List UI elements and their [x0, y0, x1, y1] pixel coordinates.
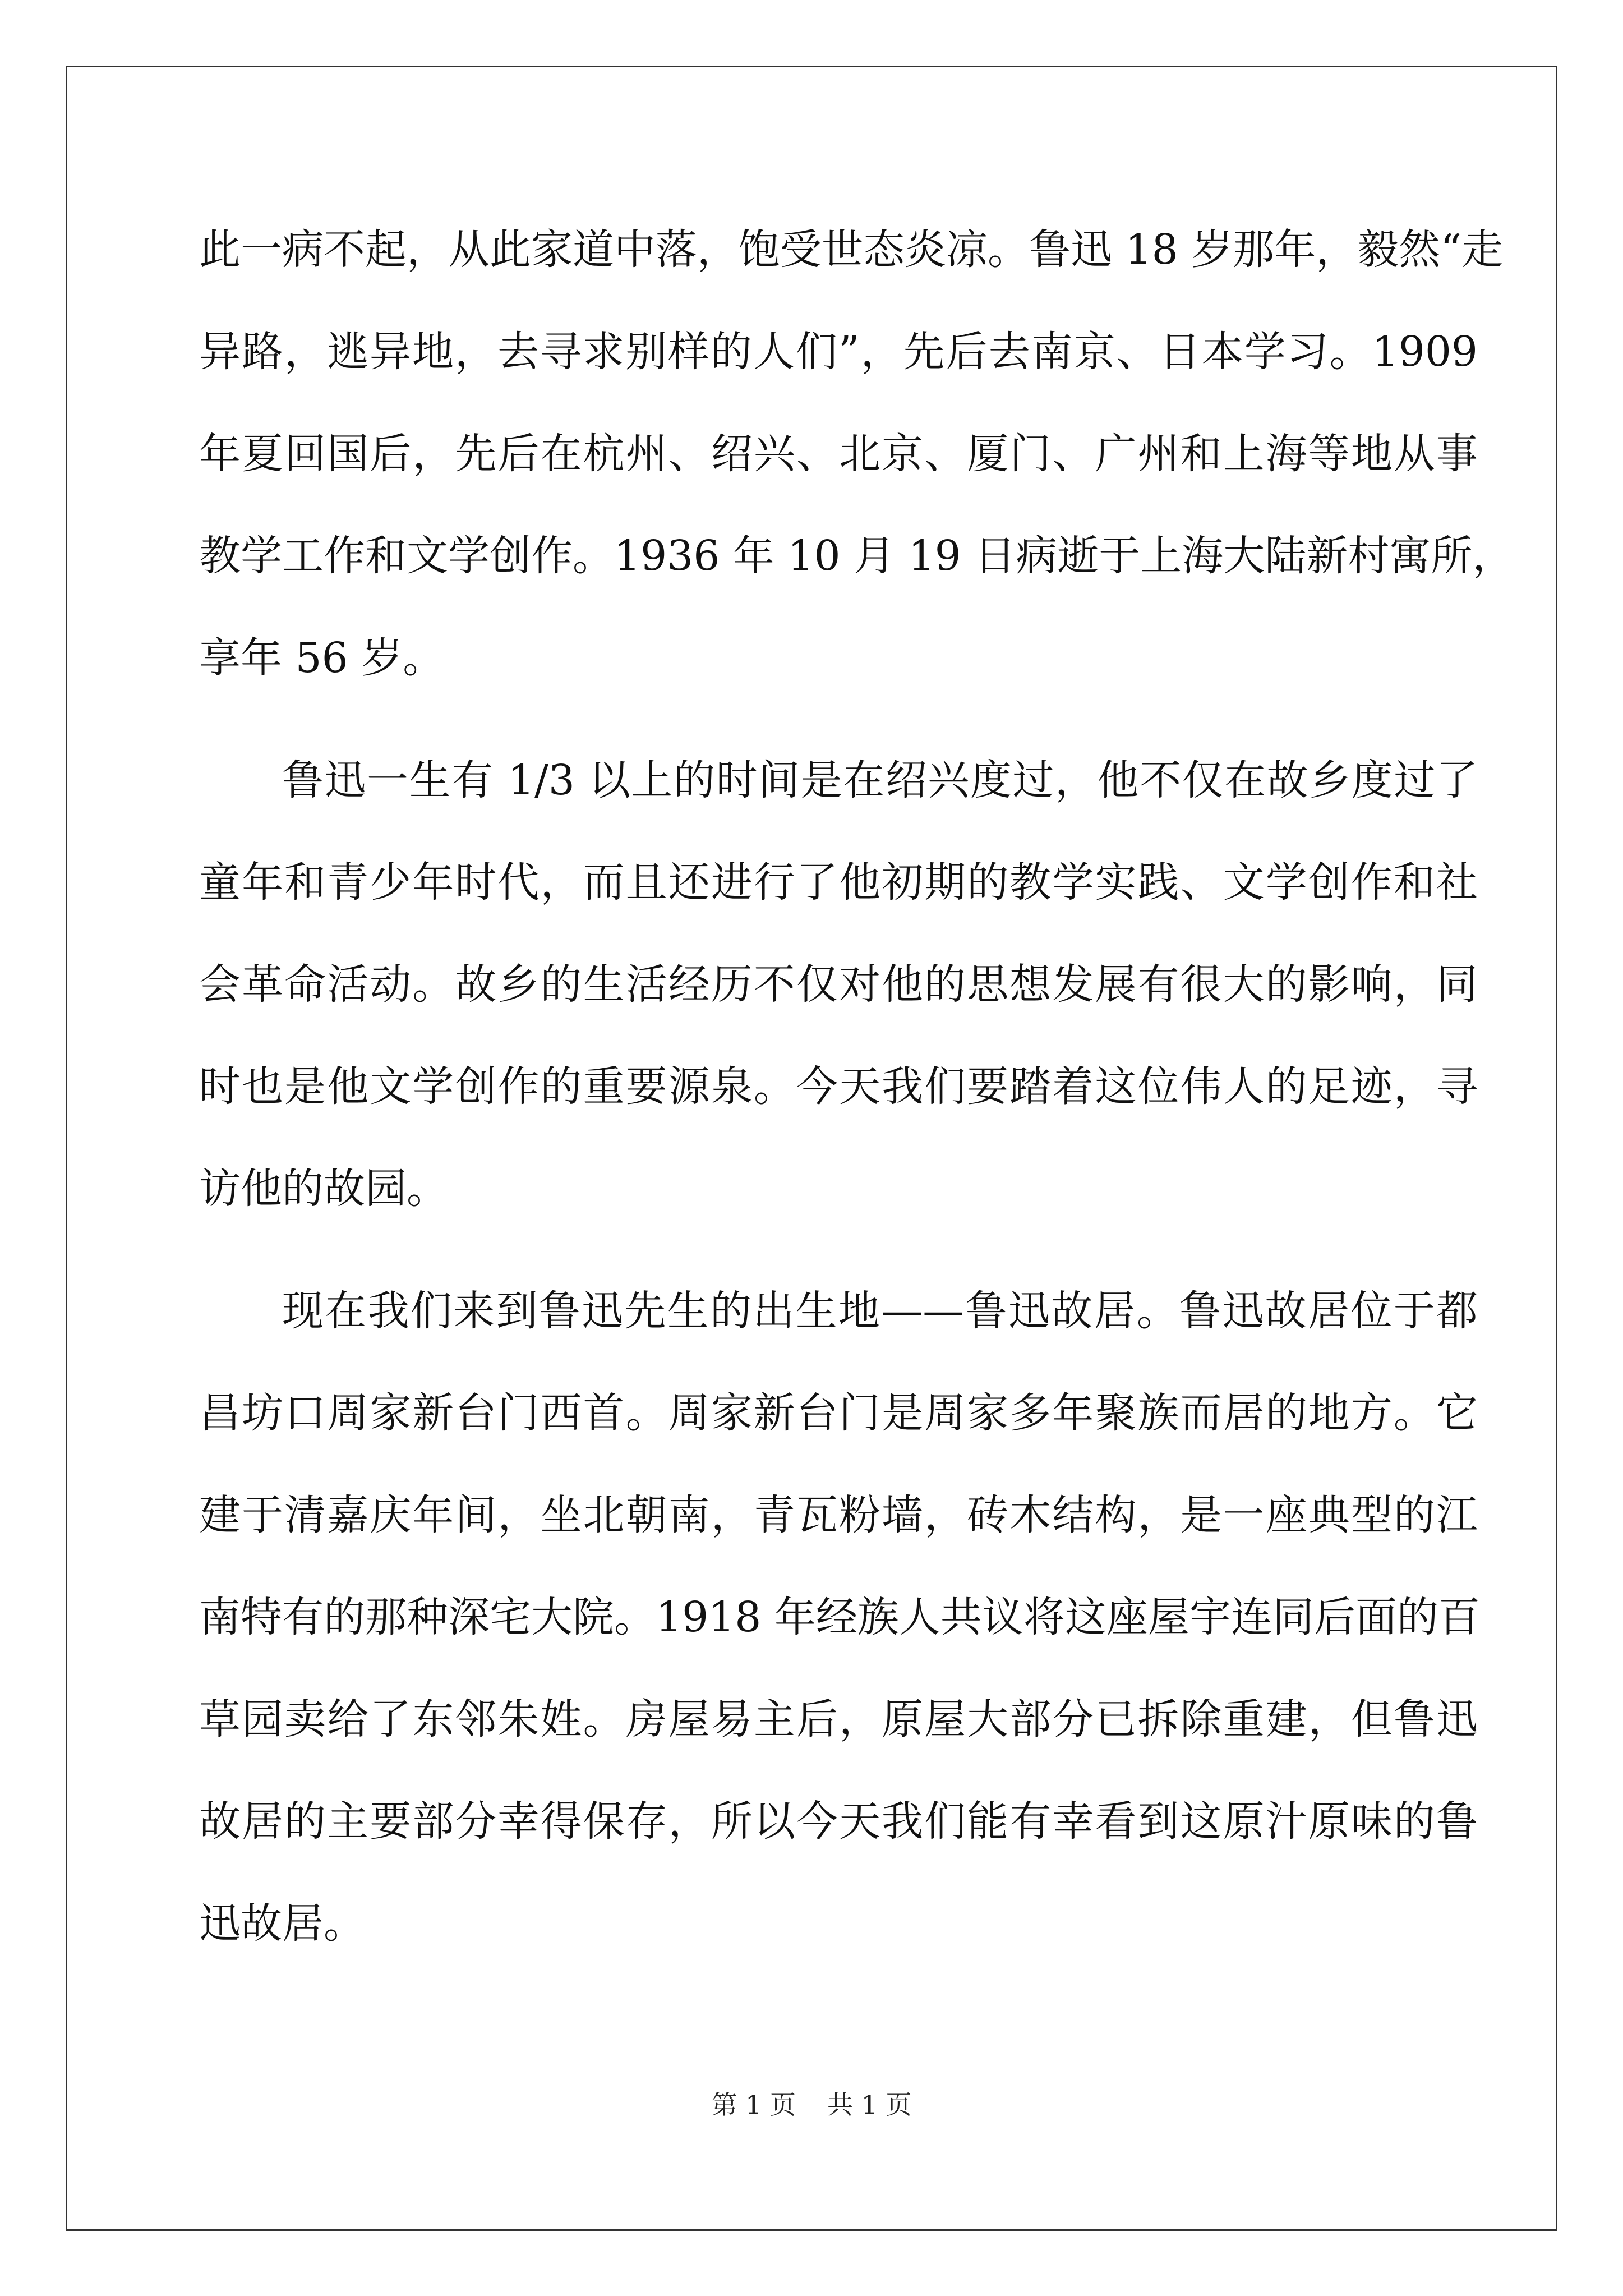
- text-line: 故居的主要部分幸得保存，所以今天我们能有幸看到这原汁原味的鲁: [199, 1797, 1478, 1846]
- text-line: 此一病不起，从此家道中落，饱受世态炎凉。鲁迅 18 岁那年，毅然“走: [199, 226, 1504, 274]
- text-line: 年夏回国后，先后在杭州、绍兴、北京、厦门、广州和上海等地从事: [199, 430, 1478, 478]
- text-line: 鲁迅一生有 1/3 以上的时间是在绍兴度过，他不仅在故乡度过了: [282, 756, 1478, 804]
- text-line: 建于清嘉庆年间，坐北朝南，青瓦粉墙，砖木结构，是一座典型的江: [199, 1491, 1478, 1539]
- page-footer: [0, 2088, 1623, 2122]
- text-line: 现在我们来到鲁迅先生的出生地——鲁迅故居。鲁迅故居位于都: [282, 1287, 1478, 1335]
- text-line: 教学工作和文学创作。1936 年 10 月 19 日病逝于上海大陆新村寓所，: [199, 532, 1514, 580]
- text-line: 时也是他文学创作的重要源泉。今天我们要踏着这位伟人的足迹，寻: [199, 1062, 1478, 1111]
- text-line: 迅故居。: [199, 1899, 365, 1948]
- text-line: 访他的故园。: [199, 1165, 448, 1213]
- text-line: 昌坊口周家新台门西首。周家新台门是周家多年聚族而居的地方。它: [199, 1389, 1478, 1437]
- text-line: 南特有的那种深宅大院。1918 年经族人共议将这座屋宇连同后面的百: [199, 1593, 1480, 1641]
- text-line: 草园卖给了东邻朱姓。房屋易主后，原屋大部分已拆除重建，但鲁迅: [199, 1695, 1478, 1743]
- text-line: 会革命活动。故乡的生活经历不仅对他的思想发展有很大的影响，同: [199, 960, 1478, 1009]
- page-number: 第 1 页: [711, 2090, 796, 2120]
- text-line: 异路，逃异地，去寻求别样的人们”，先后去南京、日本学习。1909: [199, 328, 1478, 376]
- page-total: 共 1 页: [827, 2090, 912, 2120]
- text-line: 享年 56 岁。: [199, 634, 445, 682]
- text-line: 童年和青少年时代，而且还进行了他初期的教学实践、文学创作和社: [199, 858, 1478, 907]
